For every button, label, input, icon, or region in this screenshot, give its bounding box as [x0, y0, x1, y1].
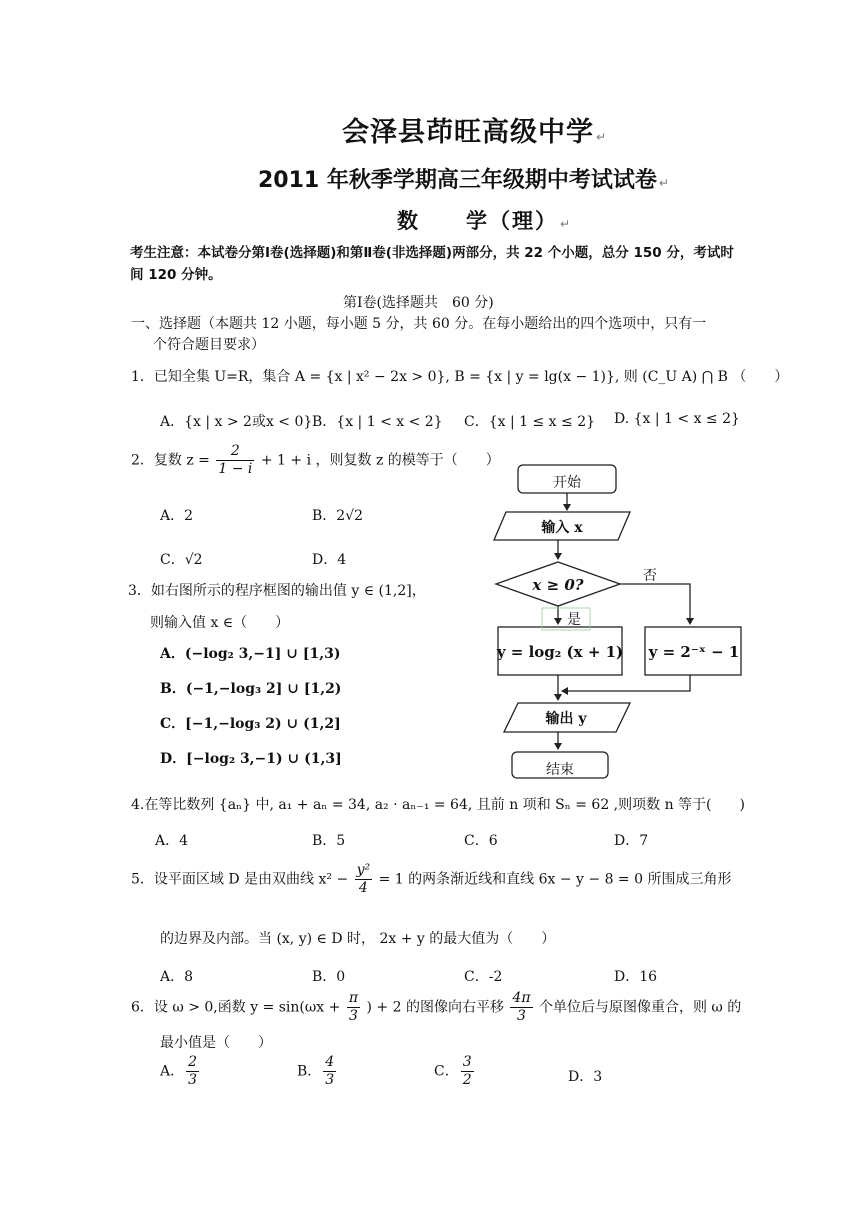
q1-option-a: A．{x | x > 2或x < 0} — [160, 414, 313, 430]
flow-arrow-no — [620, 584, 690, 624]
q5-fraction — [355, 862, 373, 897]
q3-option-c: C．[−1,−log₃ 2) ∪ (1,2] — [160, 716, 341, 732]
q4-option-a: A．4 — [155, 833, 189, 849]
exam-title: 2011 年秋季学期高三年级期中考试试卷 ↵ — [258, 168, 669, 193]
q2-option-b: B．2√2 — [312, 508, 364, 524]
q6-fraction1-num: π — [348, 990, 359, 1006]
flow-right-text: y = 2⁻ˣ − 1 — [648, 643, 740, 661]
q6-option-c-label: C． — [434, 1063, 459, 1080]
q5-option-c: C．-2 — [464, 969, 503, 985]
q4-option-c: C．6 — [464, 833, 498, 849]
q5-option-b: B．0 — [312, 969, 346, 985]
flow-end-text: 结束 — [546, 762, 574, 778]
q5-stem — [131, 862, 731, 897]
q6-option-b — [297, 1054, 338, 1089]
flow-left-text: y = log₂ (x + 1) — [496, 643, 624, 661]
q2-option-c: C．√2 — [160, 552, 203, 568]
q5-fraction-num: y² — [356, 862, 371, 878]
q6-option-a-den: 3 — [188, 1072, 198, 1088]
q6-option-a — [160, 1054, 201, 1089]
q1-option-c: C．{x | 1 ≤ x ≤ 2} — [464, 414, 596, 430]
q1-option-b: B．{x | 1 < x < 2} — [312, 414, 443, 430]
school-title: 会泽县茚旺高级中学 ↵ — [342, 117, 608, 148]
exam-note: 考生注意：本试卷分第Ⅰ卷(选择题)和第Ⅱ卷(非选择题)两部分，共 22 个小题，总分 150 分，考试时间 120 分钟。 — [130, 245, 734, 283]
flow-start-text: 开始 — [553, 475, 581, 491]
q6-fraction2-den: 3 — [517, 1008, 526, 1024]
q6-stem — [131, 990, 741, 1025]
flow-condition-text: x ≥ 0? — [532, 576, 584, 594]
q4-option-d: D．7 — [614, 833, 649, 849]
q5-fraction-den: 4 — [358, 880, 368, 896]
q2-option-d: D．4 — [312, 552, 347, 568]
q2-prefix: 2．复数 z = — [131, 452, 210, 469]
q5-suffix: = 1 的两条渐近线和直线 6x − y − 8 = 0 所围成三角形 — [378, 871, 732, 888]
q6-option-b-den: 3 — [325, 1072, 335, 1088]
q6-suffix: 个单位后与原图像重合，则 ω 的 — [538, 999, 742, 1016]
q2-fraction-num: 2 — [216, 443, 254, 461]
q3-option-b: B．(−1,−log₃ 2] ∪ [1,2) — [160, 681, 342, 697]
q4-stem: 4.在等比数列 {aₙ} 中, a₁ + aₙ = 34, a₂ · aₙ₋₁ = 64, 且前 n 项和 Sₙ = 62 ,则项数 n 等于( ) — [131, 797, 745, 813]
q6-option-a-fraction — [186, 1054, 199, 1089]
q6-line2: 最小值是（ ） — [160, 1035, 272, 1051]
q3-option-a: A．(−log₂ 3,−1] ∪ [1,3) — [160, 646, 341, 662]
subject-title: 数 学（理） ↵ — [397, 209, 573, 233]
q6-option-b-fraction — [323, 1054, 336, 1089]
q2-suffix: + 1 + i ，则复数 z 的模等于（ ） — [260, 452, 500, 469]
q2-stem — [131, 443, 500, 478]
q2-option-a: A．2 — [160, 508, 194, 524]
q2-fraction-den: 1 − i — [218, 461, 253, 477]
q3-option-d: D．[−log₂ 3,−1) ∪ (1,3] — [160, 751, 342, 767]
q6-option-a-num: 2 — [188, 1054, 198, 1070]
q6-option-c-num: 3 — [462, 1054, 472, 1070]
q4-option-b: B．5 — [312, 833, 346, 849]
q5-prefix: 5．设平面区域 D 是由双曲线 x² − — [131, 871, 349, 888]
q6-option-b-label: B． — [297, 1063, 322, 1080]
q6-option-d: D．3 — [568, 1069, 603, 1085]
flow-output-text: 输出 y — [545, 711, 587, 727]
q6-fraction2-num: 4π — [512, 990, 531, 1006]
q6-option-c-fraction — [461, 1054, 474, 1089]
q3-line1: 3．如右图所示的程序框图的输出值 y ∈ (1,2]， — [128, 583, 426, 599]
q6-option-b-num: 4 — [325, 1054, 335, 1070]
q1-option-d: D. {x | 1 < x ≤ 2} — [614, 411, 740, 427]
flow-yes-label: 是 — [567, 612, 581, 628]
q5-line2: 的边界及内部。当 (x, y) ∈ D 时， 2x + y 的最大值为（ ） — [160, 931, 556, 947]
program-flowchart — [490, 460, 750, 780]
flow-input-text: 输入 x — [541, 520, 583, 536]
q6-prefix: 6．设 ω > 0,函数 y = sin(ωx + — [131, 999, 341, 1016]
q6-option-c — [434, 1054, 476, 1089]
q6-fraction1-den: 3 — [348, 1008, 358, 1024]
q1-stem: 1．已知全集 U=R，集合 A = {x | x² − 2x > 0}, B = {x | y = lg(x − 1)}, 则 (C_U A) ⋂ B （ ） — [131, 369, 789, 385]
q6-option-a-label: A． — [160, 1063, 185, 1080]
q6-mid: ) + 2 的图像向右平移 — [366, 999, 504, 1016]
q6-option-c-den: 2 — [462, 1072, 472, 1088]
q6-fraction1 — [347, 990, 360, 1025]
q5-option-d: D．16 — [614, 969, 658, 985]
q6-fraction2 — [510, 990, 532, 1025]
q2-fraction — [216, 443, 254, 478]
section1-line2: 个符合题目要求） — [153, 337, 265, 353]
q5-option-a: A．8 — [160, 969, 194, 985]
section1-line1: 一、选择题（本题共 12 小题，每小题 5 分，共 60 分。在每小题给出的四个选项中，只有一 — [131, 316, 707, 332]
q3-line2: 则输入值 x ∈（ ） — [150, 615, 290, 631]
flow-no-label: 否 — [643, 568, 657, 584]
part1-heading: 第Ⅰ卷(选择题共 60 分) — [343, 295, 494, 311]
flow-arrow-merge — [562, 675, 690, 691]
